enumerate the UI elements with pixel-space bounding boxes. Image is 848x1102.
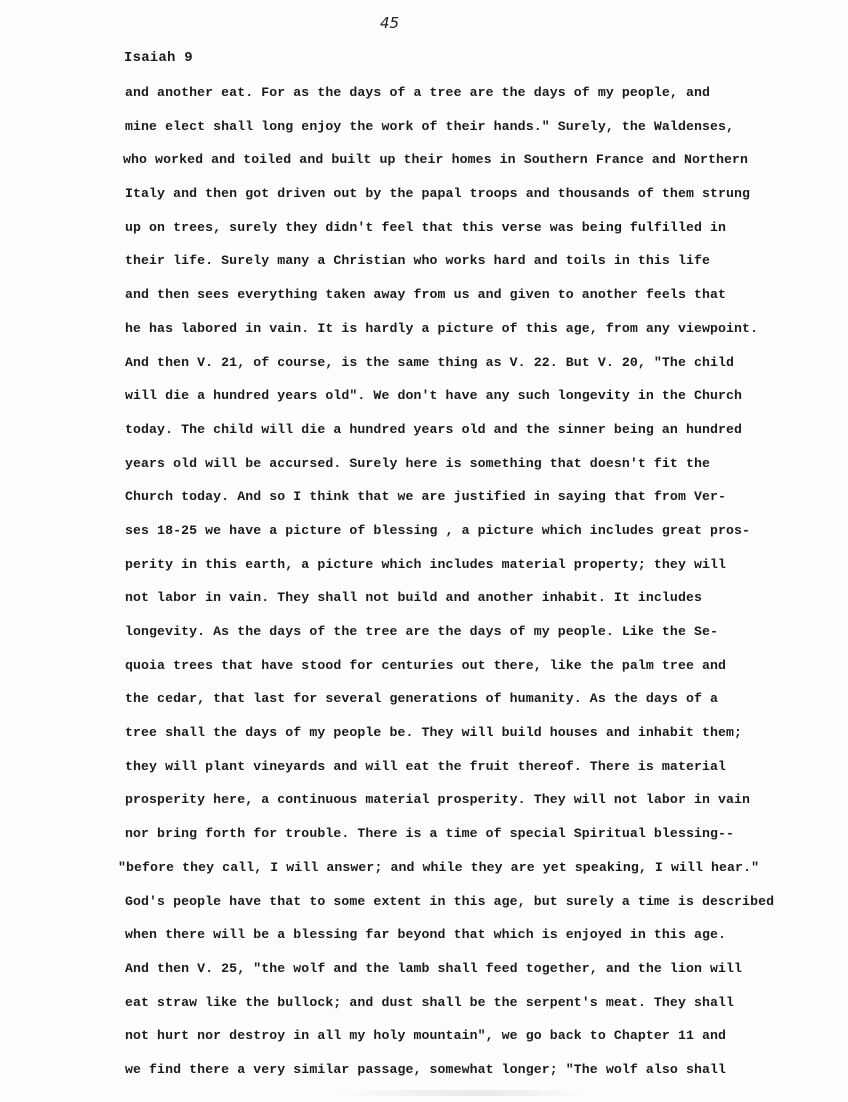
text-line: the cedar, that last for several generations of humanity. As the days of a: [125, 691, 719, 707]
text-line: their life. Surely many a Christian who works hard and toils in this life: [125, 253, 711, 269]
text-line: when there will be a blessing far beyond that which is enjoyed in this age.: [125, 927, 727, 943]
text-line: who worked and toiled and built up their homes in Southern France and Northern: [123, 152, 749, 168]
page-number: 45: [380, 14, 400, 32]
text-line: he has labored in vain. It is hardly a picture of this age, from any viewpoint.: [125, 320, 759, 336]
text-line: we find there a very similar passage, somewhat longer; "The wolf also shall: [125, 1061, 727, 1077]
running-head: Isaiah 9: [124, 50, 193, 66]
text-line: not hurt nor destroy in all my holy mountain", we go back to Chapter 11 and: [125, 1028, 727, 1044]
text-line: and then sees everything taken away from us and given to another feels that: [125, 287, 727, 303]
text-line: And then V. 21, of course, is the same thing as V. 22. But V. 20, "The child: [125, 354, 735, 370]
scan-smudge: [330, 1090, 590, 1096]
text-line: "before they call, I will answer; and while they are yet speaking, I will hear.": [118, 859, 760, 875]
text-line: nor bring forth for trouble. There is a time of special Spiritual blessing--: [125, 826, 735, 842]
text-line: quoia trees that have stood for centuries out there, like the palm tree and: [125, 657, 727, 673]
text-line: and another eat. For as the days of a tree are the days of my people, and: [125, 85, 711, 100]
text-line: Church today. And so I think that we are justified in saying that from Ver-: [125, 489, 727, 505]
text-line: prosperity here, a continuous material prosperity. They will not labor in vain: [125, 792, 751, 808]
text-line: mine elect shall long enjoy the work of their hands." Surely, the Waldenses,: [125, 118, 735, 134]
text-line: tree shall the days of my people be. They will build houses and inhabit them;: [125, 725, 743, 741]
text-line: will die a hundred years old". We don't have any such longevity in the Church: [125, 388, 743, 404]
text-line: eat straw like the bullock; and dust shall be the serpent's meat. They shall: [125, 994, 735, 1010]
text-line: longevity. As the days of the tree are the days of my people. Like the Se-: [125, 624, 719, 639]
text-line: ses 18-25 we have a picture of blessing , a picture which includes great pros-: [125, 522, 751, 538]
text-line: years old will be accursed. Surely here is something that doesn't fit the: [125, 455, 711, 471]
text-line: today. The child will die a hundred years old and the sinner being an hundred: [125, 421, 743, 437]
text-line: And then V. 25, "the wolf and the lamb shall feed together, and the lion will: [125, 960, 743, 976]
text-line: Italy and then got driven out by the papal troops and thousands of them strung: [125, 186, 751, 202]
text-line: God's people have that to some extent in this age, but surely a time is described: [125, 893, 775, 909]
text-line: perity in this earth, a picture which includes material property; they will: [125, 556, 727, 572]
text-line: they will plant vineyards and will eat the fruit thereof. There is material: [125, 758, 727, 774]
body-text: [108, 83, 820, 1094]
text-line: up on trees, surely they didn't feel that this verse was being fulfilled in: [125, 219, 727, 235]
text-line: not labor in vain. They shall not build and another inhabit. It includes: [125, 590, 702, 606]
